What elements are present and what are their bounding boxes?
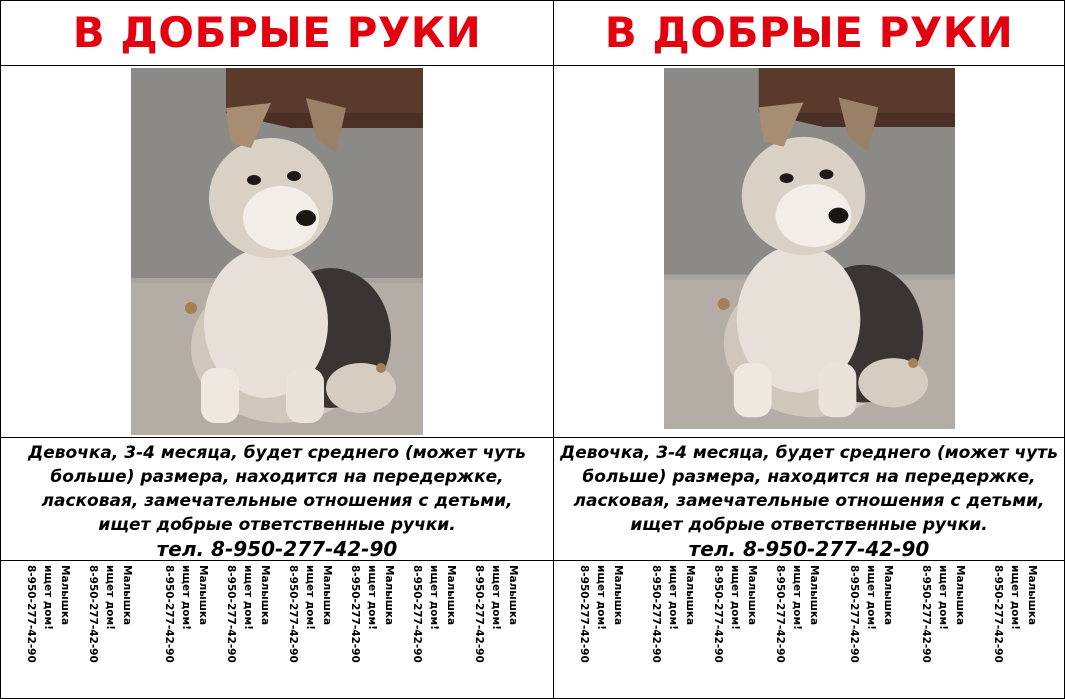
photo-row xyxy=(1,66,553,437)
tear-off-strip[interactable] xyxy=(762,565,824,697)
title-row xyxy=(1,1,553,66)
puppy-illustration xyxy=(664,68,955,429)
strip-line1: Малышка xyxy=(121,565,133,626)
strip-line3: 8-950-277-42-90 xyxy=(349,565,361,663)
tear-off-strip[interactable] xyxy=(213,565,275,697)
strip-line1: Малышка xyxy=(197,565,209,626)
puppy-illustration xyxy=(131,68,423,435)
strip-line1: Малышка xyxy=(383,565,395,626)
tear-off-strip[interactable] xyxy=(461,565,523,697)
strip-line3: 8-950-277-42-90 xyxy=(774,565,786,663)
tear-off-strip[interactable] xyxy=(700,565,762,697)
strip-line1: Малышка xyxy=(808,565,820,626)
strip-line3: 8-950-277-42-90 xyxy=(225,565,237,663)
description-line: ищет добрые ответственные ручки. xyxy=(630,515,988,535)
strip-line2: ищет дом! xyxy=(304,565,316,630)
flyer-title: В ДОБРЫЕ РУКИ xyxy=(604,8,1014,57)
description-line: больше) размера, находится на передержке, xyxy=(582,467,1036,487)
strip-line3: 8-950-277-42-90 xyxy=(992,565,1004,663)
puppy-photo xyxy=(131,68,423,435)
flyer-right xyxy=(553,0,1065,699)
strip-line2: ищет дом! xyxy=(1009,565,1021,630)
strip-line3: 8-950-277-42-90 xyxy=(163,565,175,663)
tear-off-strip[interactable] xyxy=(980,565,1042,697)
strip-line1: Малышка xyxy=(746,565,758,626)
phone-number: тел. 8-950-277-42-90 xyxy=(688,537,930,561)
strip-line1: Малышка xyxy=(59,565,71,626)
description-line: больше) размера, находится на передержке, xyxy=(50,467,504,487)
description-line: Девочка, 3-4 месяца, будет среднего (может чуть xyxy=(28,443,526,463)
flyer-title: В ДОБРЫЕ РУКИ xyxy=(72,8,482,57)
strip-line1: Малышка xyxy=(321,565,333,626)
strip-line1: Малышка xyxy=(684,565,696,626)
strip-line2: ищет дом! xyxy=(366,565,378,630)
strip-line1: Малышка xyxy=(259,565,271,626)
strip-line3: 8-950-277-42-90 xyxy=(920,565,932,663)
tear-off-strips xyxy=(554,561,1064,699)
strip-line3: 8-950-277-42-90 xyxy=(650,565,662,663)
tear-off-strip[interactable] xyxy=(908,565,970,697)
strip-line1: Малышка xyxy=(445,565,457,626)
strip-line1: Малышка xyxy=(882,565,894,626)
photo-row xyxy=(554,66,1064,437)
tear-off-strip[interactable] xyxy=(275,565,337,697)
description xyxy=(554,437,1064,561)
phone-number: тел. 8-950-277-42-90 xyxy=(156,537,398,561)
strip-line2: ищет дом! xyxy=(667,565,679,630)
puppy-photo xyxy=(664,68,955,429)
strip-line2: ищет дом! xyxy=(729,565,741,630)
strip-line3: 8-950-277-42-90 xyxy=(848,565,860,663)
tear-off-strip[interactable] xyxy=(836,565,898,697)
strip-line3: 8-950-277-42-90 xyxy=(473,565,485,663)
tear-off-strip[interactable] xyxy=(151,565,213,697)
description-line: ищет добрые ответственные ручки. xyxy=(98,515,456,535)
tear-off-strip[interactable] xyxy=(638,565,700,697)
description xyxy=(1,437,553,561)
strip-line1: Малышка xyxy=(612,565,624,626)
description-line: ласковая, замечательные отношения с детьми, xyxy=(41,491,513,511)
strip-line2: ищет дом! xyxy=(242,565,254,630)
description-line: Девочка, 3-4 месяца, будет среднего (может чуть xyxy=(560,443,1058,463)
strip-line3: 8-950-277-42-90 xyxy=(712,565,724,663)
strip-line2: ищет дом! xyxy=(791,565,803,630)
tear-off-strip[interactable] xyxy=(13,565,75,697)
strip-line2: ищет дом! xyxy=(937,565,949,630)
strip-line3: 8-950-277-42-90 xyxy=(411,565,423,663)
strip-line2: ищет дом! xyxy=(428,565,440,630)
strip-line3: 8-950-277-42-90 xyxy=(287,565,299,663)
strip-line2: ищет дом! xyxy=(42,565,54,630)
strip-line3: 8-950-277-42-90 xyxy=(25,565,37,663)
strip-line1: Малышка xyxy=(507,565,519,626)
tear-off-strips xyxy=(1,561,553,699)
strip-line3: 8-950-277-42-90 xyxy=(87,565,99,663)
strip-line2: ищет дом! xyxy=(180,565,192,630)
strip-line2: ищет дом! xyxy=(490,565,502,630)
tear-off-strip[interactable] xyxy=(75,565,137,697)
strip-line2: ищет дом! xyxy=(865,565,877,630)
title-row xyxy=(554,1,1064,66)
tear-off-strip[interactable] xyxy=(566,565,628,697)
tear-off-strip[interactable] xyxy=(337,565,399,697)
tear-off-strip[interactable] xyxy=(399,565,461,697)
description-line: ласковая, замечательные отношения с детьми, xyxy=(573,491,1045,511)
strip-line2: ищет дом! xyxy=(595,565,607,630)
strip-line3: 8-950-277-42-90 xyxy=(578,565,590,663)
strip-line1: Малышка xyxy=(1026,565,1038,626)
strip-line1: Малышка xyxy=(954,565,966,626)
strip-line2: ищет дом! xyxy=(104,565,116,630)
